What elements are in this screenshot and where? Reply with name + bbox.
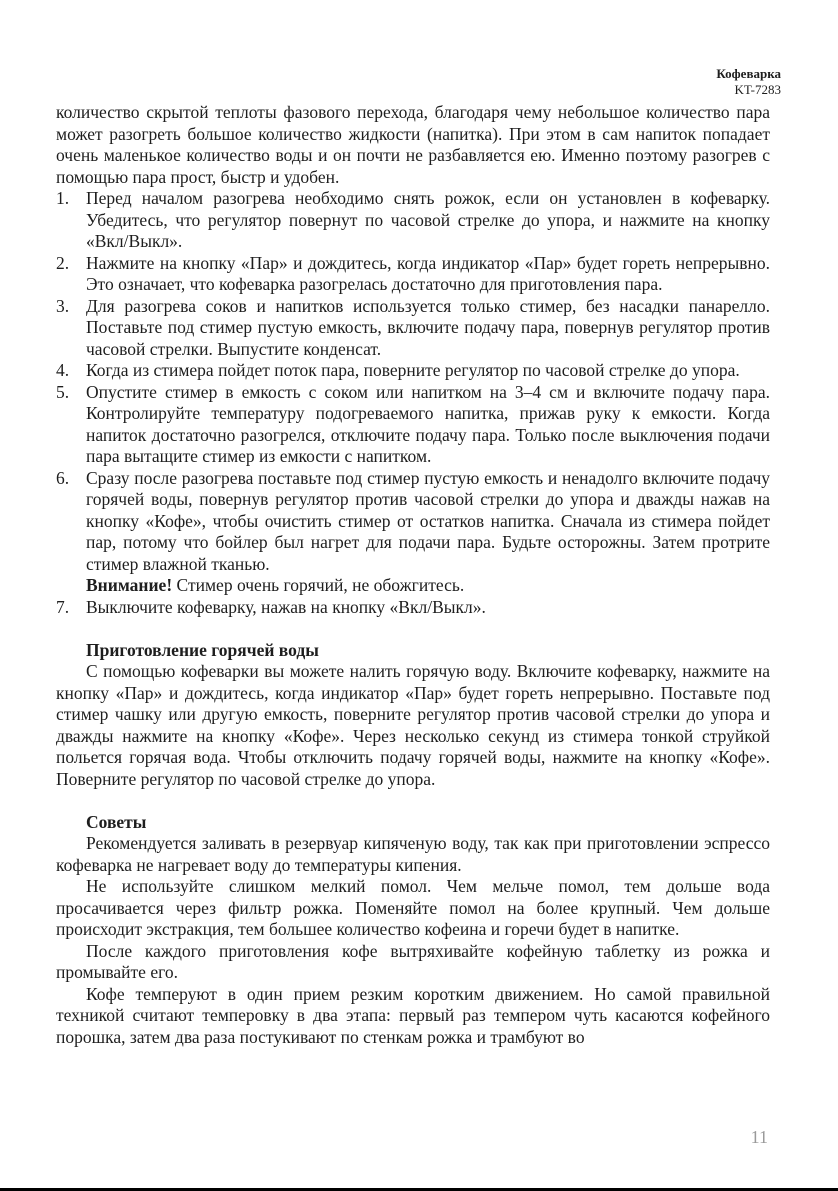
list-item <box>56 360 770 382</box>
list-item <box>56 597 770 619</box>
step-text: Выключите кофеварку, нажав на кнопку «Вкл/Выкл». <box>86 596 486 617</box>
tips-paragraph: Рекомендуется заливать в резервуар кипяченую воду, так как при приготовлении эспрессо кофеварка не нагревает воду до температуры кипения. <box>56 833 770 875</box>
tips-heading: Советы <box>86 811 147 832</box>
warning-note <box>56 575 770 597</box>
step-number: 6. <box>56 467 70 488</box>
hot-water-paragraph: С помощью кофеварки вы можете налить горячую воду. Включите кофеварку, нажмите на кнопку «Пар» и дождитесь, когда индикатор «Пар» будет гореть непрерывно. Поставьте под стимер чашку или другую емкость, поверните регулятор против часовой стрелки до упора и дважды нажмите на кнопку «Кофе». Через несколько секунд из стимера тонкой струйкой польется горячая вода. Чтобы отключить подачу горячей воды, нажмите на кнопку «Кофе». Поверните регулятор по часовой стрелке до упора. <box>56 661 770 789</box>
section-spacer <box>56 618 770 640</box>
step-number: 4. <box>56 360 70 380</box>
step-text: Перед началом разогрева необходимо снять рожок, если он установлен в кофеварку. Убедитесь, что регулятор повернут по часовой стрелке до упора, и нажмите на кнопку «Вкл/Выкл». <box>86 188 770 251</box>
intro-paragraph: количество скрытой теплоты фазового перехода, благодаря чему небольшое количество пара может разогреть большое количество жидкости (напитка). При этом в сам напиток попадает очень маленькое количество воды и он почти не разбавляется ею. Именно поэтому разогрев с помощью пара прост, быстр и удобен. <box>56 102 770 187</box>
warning-text: Стимер очень горячий, не обожгитесь. <box>172 575 465 595</box>
steps-list-continued <box>56 597 770 619</box>
warning-label: Внимание! <box>86 575 173 595</box>
step-number: 1. <box>56 188 70 208</box>
step-text: Для разогрева соков и напитков используется только стимер, без насадки панарелло. Поставьте под стимер пустую емкость, включите подачу пара, повернув регулятор против часовой стрелки. Выпустите конденсат. <box>86 295 770 359</box>
step-number: 3. <box>56 295 70 316</box>
tips-paragraph: Кофе темперуют в один прием резким коротким движением. Но самой правильной техникой считают темперовку в два этапа: первый раз темпером чуть касаются кофейного порошка, затем два раза постукивают по стенкам рожка и трамбуют во <box>56 983 770 1047</box>
list-item <box>56 382 770 468</box>
tips-paragraph: Не используйте слишком мелкий помол. Чем мельче помол, тем дольше вода просачивается через фильтр рожка. Поменяйте помол на более крупный. Чем дольше происходит экстракция, тем большее количество кофеина и горечи будет в напитке. <box>56 876 770 939</box>
tips-paragraph: После каждого приготовления кофе вытряхивайте кофейную таблетку из рожка и промывайте его. <box>56 940 770 982</box>
step-number: 7. <box>56 596 70 617</box>
list-item <box>56 188 770 253</box>
page-number: 11 <box>750 1127 768 1147</box>
list-item <box>56 468 770 576</box>
page-header <box>716 66 781 98</box>
list-item <box>56 253 770 296</box>
steps-list <box>56 188 770 575</box>
step-text: Опустите стимер в емкость с соком или напитком на 3–4 см и включите подачу пара. Контролируйте температуру подогреваемого напитка, прижав руку к емкости. Когда напиток достаточно разогрелся, отключите подачу пара. Только после выключения подачи пара вытащите стимер из емкости с напитком. <box>86 381 770 466</box>
product-title: Кофеварка <box>716 66 781 81</box>
step-text: Нажмите на кнопку «Пар» и дождитесь, когда индикатор «Пар» будет гореть непрерывно. Это означает, что кофеварка разогрелась достаточно для приготовления пара. <box>86 252 770 294</box>
page-content <box>56 102 770 1048</box>
list-item <box>56 296 770 361</box>
step-number: 5. <box>56 381 70 402</box>
step-text: Сразу после разогрева поставьте под стимер пустую емкость и ненадолго включите подачу горячей воды, повернув регулятор против часовой стрелки до упора и дважды нажав на кнопку «Кофе», чтобы очистить стимер от остатков напитка. Сначала из стимера пойдет пар, потому что бойлер был нагрет для подачи пара. Будьте осторожны. Затем протрите стимер влажной тканью. <box>86 467 770 574</box>
hot-water-heading: Приготовление горячей воды <box>86 639 319 660</box>
step-number: 2. <box>56 252 70 273</box>
model-number: KT-7283 <box>734 82 781 97</box>
section-spacer <box>56 790 770 812</box>
step-text: Когда из стимера пойдет поток пара, поверните регулятор по часовой стрелке до упора. <box>86 360 740 380</box>
